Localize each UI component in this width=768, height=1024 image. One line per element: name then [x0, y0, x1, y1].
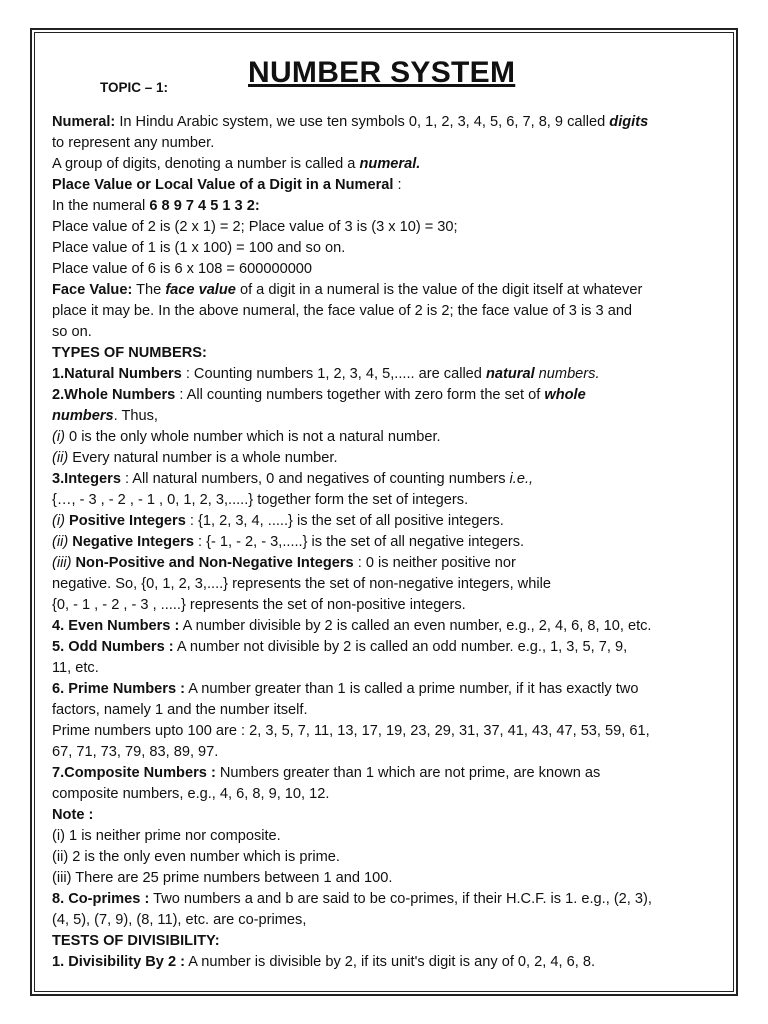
- positive-integers-term: Positive Integers: [64, 513, 186, 529]
- place-value-numeral: 6 8 9 7 4 5 1 3 2:: [149, 198, 260, 214]
- numbers-emph: numbers: [52, 408, 114, 424]
- item-text: Every natural number is a whole number.: [68, 450, 338, 466]
- even-numbers: [52, 616, 732, 637]
- coprimes-line-2: (4, 5), (7, 9), (8, 11), etc. are co-primes,: [52, 912, 307, 928]
- odd-term: 5. Odd Numbers :: [52, 639, 174, 655]
- prime-numbers: [52, 679, 732, 700]
- composite-line-2: composite numbers, e.g., 4, 6, 8, 9, 10, 12.: [52, 786, 330, 802]
- note-item-3: (iii) There are 25 prime numbers between 1 and 100.: [52, 870, 393, 886]
- divisibility-text: A number is divisible by 2, if its unit's digit is any of 0, 2, 4, 6, 8.: [185, 954, 596, 970]
- numeral-term: Numeral:: [52, 114, 116, 130]
- coprimes-text: Two numbers a and b are said to be co-primes, if their H.C.F. is 1. e.g., (2, 3),: [149, 891, 652, 907]
- item-text: : 0 is neither positive nor: [353, 555, 516, 571]
- place-value-heading-text: Place Value or Local Value of a Digit in a Numeral: [52, 177, 394, 193]
- topic-label: TOPIC – 1:: [100, 80, 169, 95]
- whole-num: 2: [52, 387, 61, 403]
- natural-text-1: : Counting numbers 1, 2, 3, 4, 5,..... are called: [181, 366, 486, 382]
- document-page: [52, 56, 732, 973]
- integers: [52, 469, 732, 490]
- composite-term: 7.Composite Numbers :: [52, 765, 216, 781]
- divisibility-heading: TESTS OF DIVISIBILITY:: [52, 933, 220, 949]
- numeral-line-3: [52, 154, 732, 175]
- title-row: [52, 56, 732, 112]
- odd-line-2: 11, etc.: [52, 660, 99, 676]
- item-text: 0 is the only whole number which is not a natural number.: [64, 429, 441, 445]
- integers-item-iii: [52, 553, 732, 574]
- even-term: 4. Even Numbers :: [52, 618, 180, 634]
- page-title: NUMBER SYSTEM: [248, 56, 516, 89]
- numeral-line-2: to represent any number.: [52, 135, 215, 151]
- whole-line-2: [52, 406, 732, 427]
- face-value-text-2: of a digit in a numeral is the value of the digit itself at whatever: [235, 282, 643, 298]
- integers-line-2: {…, - 3 , - 2 , - 1 , 0, 1, 2, 3,.....} together form the set of integers.: [52, 492, 469, 508]
- whole-term: .Whole Numbers: [60, 387, 176, 403]
- natural-numbers: [52, 364, 732, 385]
- place-value-line-2: Place value of 1 is (1 x 100) = 100 and so on.: [52, 240, 346, 256]
- digits-word: digits: [609, 114, 649, 130]
- face-value-term: Face Value:: [52, 282, 133, 298]
- odd-numbers: [52, 637, 732, 658]
- face-value-line-2: place it may be. In the above numeral, the face value of 2 is 2; the face value of 3 is 3 and: [52, 303, 633, 319]
- item-marker: (iii): [52, 555, 72, 571]
- whole-emph: whole: [544, 387, 586, 403]
- item-marker: (i): [52, 429, 65, 445]
- place-value-heading: [52, 175, 732, 196]
- odd-text: A number not divisible by 2 is called an odd number. e.g., 1, 3, 5, 7, 9,: [173, 639, 628, 655]
- numeral-group-text: A group of digits, denoting a number is called a: [52, 156, 360, 172]
- prime-line-3: Prime numbers upto 100 are : 2, 3, 5, 7, 11, 13, 17, 19, 23, 29, 31, 37, 41, 43, 47, 53, 59, 61,: [52, 723, 650, 739]
- integers-text: : All natural numbers, 0 and negatives of counting numbers: [120, 471, 510, 487]
- whole-numbers: [52, 385, 732, 406]
- numeral-text: In Hindu Arabic system, we use ten symbols 0, 1, 2, 3, 4, 5, 6, 7, 8, 9 called: [115, 114, 610, 130]
- place-value-line-1: Place value of 2 is (2 x 1) = 2; Place value of 3 is (3 x 10) = 30;: [52, 219, 458, 235]
- prime-line-4: 67, 71, 73, 79, 83, 89, 97.: [52, 744, 219, 760]
- divisibility-term: 1. Divisibility By 2 :: [52, 954, 186, 970]
- integers-line-7: {0, - 1 , - 2 , - 3 , .....} represents the set of non-positive integers.: [52, 597, 466, 613]
- types-heading: TYPES OF NUMBERS:: [52, 345, 207, 361]
- item-marker: (i): [52, 513, 65, 529]
- note-heading: Note :: [52, 807, 94, 823]
- non-positive-term: Non-Positive and Non-Negative Integers: [71, 555, 354, 571]
- whole-item-ii: [52, 448, 732, 469]
- note-item-1: (i) 1 is neither prime nor composite.: [52, 828, 281, 844]
- composite-text: Numbers greater than 1 which are not prime, are known as: [215, 765, 601, 781]
- prime-line-2: factors, namely 1 and the number itself.: [52, 702, 308, 718]
- note-item-2: (ii) 2 is the only even number which is prime.: [52, 849, 340, 865]
- ie-text: i.e.,: [509, 471, 534, 487]
- place-value-heading-colon: :: [393, 177, 402, 193]
- negative-integers-term: Negative Integers: [68, 534, 194, 550]
- natural-emph: natural: [485, 366, 535, 382]
- face-value-emph: face value: [165, 282, 236, 298]
- whole-thus: . Thus,: [113, 408, 158, 424]
- natural-term: 1.Natural Numbers: [52, 366, 182, 382]
- composite-numbers: [52, 763, 732, 784]
- item-marker: (ii): [52, 450, 69, 466]
- numeral-definition: [52, 112, 732, 133]
- co-primes: [52, 889, 732, 910]
- integers-line-6: negative. So, {0, 1, 2, 3,....} represents the set of non-negative integers, while: [52, 576, 551, 592]
- face-value-definition: [52, 280, 732, 301]
- coprimes-term: 8. Co-primes :: [52, 891, 150, 907]
- prime-text: A number greater than 1 is called a prime number, if it has exactly two: [185, 681, 639, 697]
- integers-item-i: [52, 511, 732, 532]
- numeral-word: numeral.: [359, 156, 421, 172]
- face-value-text-1: The: [132, 282, 166, 298]
- place-value-intro-text: In the numeral: [52, 198, 150, 214]
- divisibility-by-2: [52, 952, 732, 973]
- item-text: : {- 1, - 2, - 3,.....} is the set of all negative integers.: [193, 534, 525, 550]
- even-text: A number divisible by 2 is called an even number, e.g., 2, 4, 6, 8, 10, etc.: [179, 618, 652, 634]
- prime-term: 6. Prime Numbers :: [52, 681, 186, 697]
- place-value-line-3: Place value of 6 is 6 x 108 = 600000000: [52, 261, 313, 277]
- whole-text-1: : All counting numbers together with zero form the set of: [175, 387, 545, 403]
- natural-text-2: numbers.: [534, 366, 600, 382]
- whole-item-i: [52, 427, 732, 448]
- integers-item-ii: [52, 532, 732, 553]
- integers-term: 3.Integers: [52, 471, 121, 487]
- face-value-line-3: so on.: [52, 324, 92, 340]
- place-value-intro: [52, 196, 732, 217]
- item-marker: (ii): [52, 534, 69, 550]
- item-text: : {1, 2, 3, 4, .....} is the set of all positive integers.: [185, 513, 504, 529]
